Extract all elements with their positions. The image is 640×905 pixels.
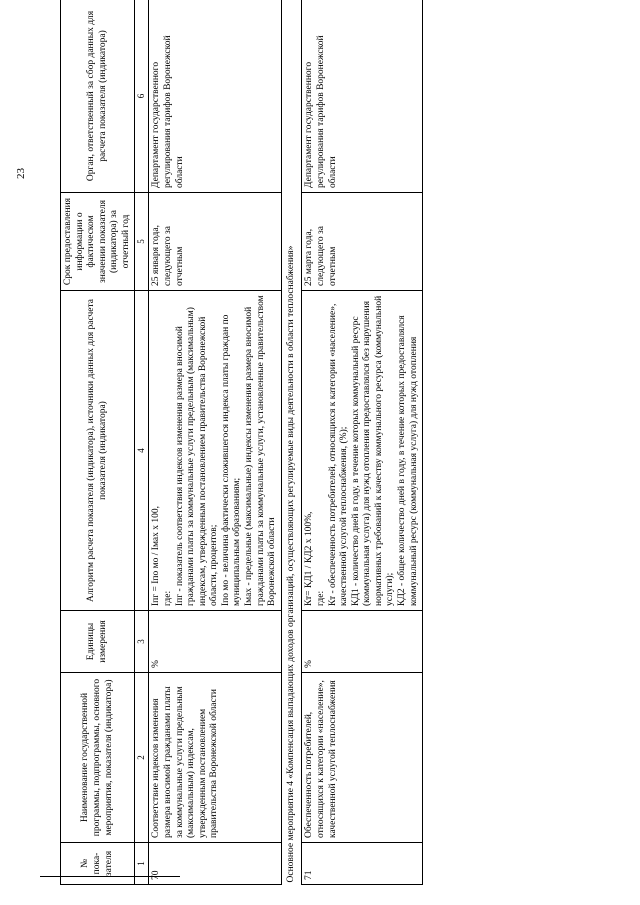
algorithm bbox=[149, 291, 281, 611]
definition: КД1 - количество дней в году, в течение которых коммунальный ресурс (коммунальная услуга) для нужд отопления предоставлялся без нарушения нормативных требований к качеству коммунального ресурса (коммунальной услуги); bbox=[350, 295, 396, 606]
indicator-name: Соответствие индексов изменения размера вносимой гражданами платы за коммунальные услуги предельным (максимальным) индексам, утвержденным постановлением правительства Воронежской области bbox=[149, 673, 281, 843]
section-row bbox=[281, 0, 302, 885]
header-row bbox=[61, 0, 135, 885]
header-cell: Наименование государственной программы, подпрограммы, основного мероприятия, показателя (индикатора) bbox=[61, 673, 135, 843]
column-number: 2 bbox=[135, 673, 149, 843]
definition: Iпо мо - величина фактически сложившегося индекса платы граждан по муниципальным образованиям; bbox=[220, 314, 243, 606]
formula: Iпг = Iпо мо / Iмах х 100, bbox=[151, 506, 162, 606]
row-number: 70 bbox=[149, 843, 281, 885]
column-number: 1 bbox=[135, 843, 149, 885]
header-cell: Орган, ответственный за сбор данных для расчета показателя (индикатора) bbox=[61, 0, 135, 193]
column-number: 4 bbox=[135, 291, 149, 611]
where-label: где: bbox=[163, 590, 174, 606]
algorithm bbox=[302, 291, 423, 611]
column-number: 3 bbox=[135, 611, 149, 673]
definition: Iмах - предельные (максимальные) индексы изменения размера вносимой гражданами платы за коммунальные услуги, установленные правительством Воронежской области bbox=[244, 295, 278, 606]
row-number: 71 bbox=[302, 843, 423, 885]
indicators-table bbox=[60, 0, 423, 885]
section-title: Основное мероприятие 4 «Компенсация выпадающих доходов организаций, осуществляющих регулируемые виды деятельности в области теплоснабжения» bbox=[281, 0, 302, 885]
column-number: 5 bbox=[135, 193, 149, 291]
table-row bbox=[302, 0, 423, 885]
formula: Кт= КД1 / КД2 х 100%, bbox=[304, 511, 315, 606]
header-cell: № пока-зателя bbox=[61, 843, 135, 885]
header-cell: Срок предоставления информации о фактическом значении показателя (индикатора) за отчетный год bbox=[61, 193, 135, 291]
page-number: 23 bbox=[15, 168, 27, 179]
column-number: 6 bbox=[135, 0, 149, 193]
unit: % bbox=[302, 611, 423, 673]
header-cell: Алгоритм расчета показателя (индикатора), источники данных для расчета показателя (индикатора) bbox=[61, 291, 135, 611]
deadline: 25 марта года, следующего за отчетным bbox=[302, 193, 423, 291]
where-label: где: bbox=[315, 590, 326, 606]
header-cell: Единицы измерения bbox=[61, 611, 135, 673]
responsible-org: Департамент государственного регулирования тарифов Воронежской области bbox=[149, 0, 281, 193]
rotated-table-container bbox=[60, 0, 625, 885]
footnote-divider bbox=[40, 876, 180, 877]
indicator-name: Обеспеченность потребителей, относящихся к категории «население», качественной услугой теплоснабжения bbox=[302, 673, 423, 843]
column-number-row bbox=[135, 0, 149, 885]
definition: КД2 - общее количество дней в году, в течение которых предоставлялся коммунальный ресурс (коммунальная услуга) для нужд отопления bbox=[397, 315, 419, 606]
deadline: 25 января года, следующего за отчетным bbox=[149, 193, 281, 291]
definition: Iпг - показатель соответствия индексов изменения размера вносимой гражданами платы за коммунальные услуги предельным (максимальным) индексам, утвержденным постановлением правительства Воронежской области, процентов; bbox=[174, 307, 220, 606]
unit: % bbox=[149, 611, 281, 673]
responsible-org: Департамент государственного регулирования тарифов Воронежской области bbox=[302, 0, 423, 193]
definition: Кт - обеспеченность потребителей, относящихся к категории «население», качественной услугой теплоснабжения, (%); bbox=[327, 303, 350, 606]
table-row bbox=[149, 0, 281, 885]
